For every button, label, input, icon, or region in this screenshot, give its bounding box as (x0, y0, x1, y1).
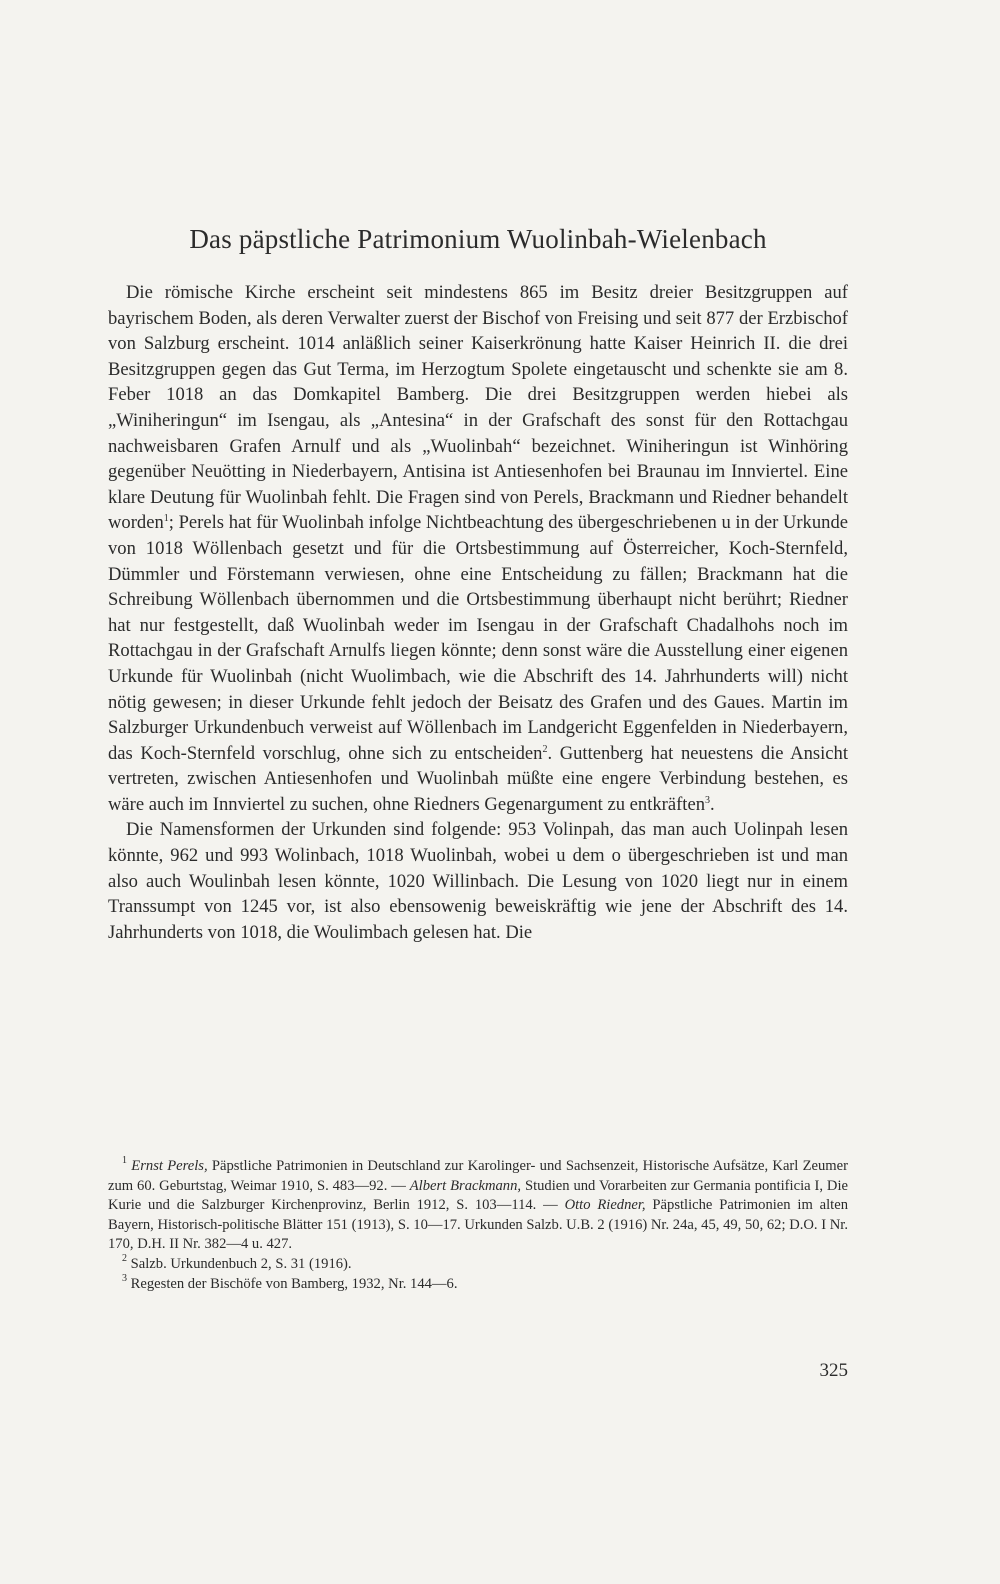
footnote-1-author-riedner: Otto Riedner, (564, 1197, 646, 1214)
article-title: Das päpstliche Patrimonium Wuolinbah-Wielenbach (189, 224, 767, 254)
footnote-2-text: Salzb. Urkundenbuch 2, S. 31 (1916). (130, 1255, 352, 1272)
footnote-1-text-1: Päpstliche Patrimonien in Deutschland zur Karolinger- und Sachsenzeit, Historische Aufsätze, Karl Zeumer zum 60. Geburtstag, Weimar 1910, S. 483—92. — (108, 1158, 848, 1194)
body-text (108, 280, 848, 945)
footnote-1-author-perels: Ernst Perels, (131, 1158, 208, 1174)
paragraph-1-text-2: ; Perels hat für Wuolinbah infolge Nichtbeachtung des übergeschriebenen u in der Urkunde von 1018 Wöllenbach gesetzt und für die Ortsbestimmung auf Österreicher, Koch-Sternfeld, Dümmler und Förstemann verwiesen, ohne eine Entscheidung zu fällen; Brackmann hat die Schreibung Wöllenbach übernommen und die Ortsbestimmung überhaupt nicht berührt; Riedner hat nur festgestellt, daß Wuolinbah weder im Isengau in der Grafschaft Chadalhohs noch im Rottachgau in der Grafschaft Arnulfs liegen könnte; denn sonst wäre die Ausstellung einer eigenen Urkunde für Wuolinbah (nicht Wuolimbach, wie die Abschrift des 14. Jahrhunderts will) nicht nötig gewesen; in dieser Urkunde fehlt jedoch der Beisatz des Grafen und des Gaues. Martin im Salzburger Urkundenbuch verweist auf Wöllenbach im Landgericht Eggenfelden in Niederbayern, das Koch-Sternfeld vorschlug, ohne sich zu entscheiden (108, 512, 848, 764)
footnotes (108, 1157, 848, 1294)
paragraph-1 (108, 280, 848, 817)
footnote-1-author-brackmann: Albert Brackmann, (409, 1177, 522, 1194)
footnote-ref-3[interactable]: 3 (705, 794, 711, 806)
paragraph-1-text-3: . Guttenberg hat neuestens die Ansicht vertreten, zwischen Antiesenhofen und Wuolinbah müßte eine engere Verbindung bestehen, es wäre auch im Innviertel zu suchen, ohne Riedners Gegenargument zu entkräften (108, 742, 848, 815)
footnote-3-text: Regesten der Bischöfe von Bamberg, 1932, Nr. 144—6. (130, 1275, 458, 1292)
footnote-1 (108, 1157, 848, 1255)
footnote-mark-1: 1 (122, 1155, 127, 1166)
footnote-1-text-3: Päpstliche Patrimonien im alten Bayern, Historisch-politische Blätter 151 (1913), S. 10—17. Urkunden Salzb. U.B. 2 (1916) Nr. 24a, 45, 49, 50, 62; D.O. I Nr. 170, D.H. II Nr. 382—4 u. 427. (108, 1197, 849, 1253)
footnote-3 (108, 1272, 848, 1295)
footnote-mark-3: 3 (122, 1272, 127, 1284)
footnote-ref-1[interactable]: 1 (163, 513, 169, 525)
paragraph-2: Die Namensformen der Urkunden sind folgende: 953 Volinpah, das man auch Uolinpah lesen könnte, 962 und 993 Wolinbach, 1018 Wuolinbah, wobei u dem o übergeschrieben ist und man also auch Woulinbah lesen könnte, 1020 Willinbach. Die Lesung von 1020 liegt nur in einem Transsumpt von 1245 vor, ist also ebensowenig beweiskräftig wie jene der Abschrift des 14. Jahrhunderts von 1018, die Woulimbach gelesen hat. Die (108, 819, 848, 943)
footnote-mark-2: 2 (122, 1252, 127, 1264)
paragraph-1-text: Die römische Kirche erscheint seit mindestens 865 im Besitz dreier Besitzgruppen auf bayrischem Boden, als deren Verwalter zuerst der Bischof von Freising und seit 877 der Erzbischof von Salzburg erscheint. 1014 anläßlich seiner Kaiserkrönung hatte Kaiser Heinrich II. die drei Besitzgruppen gegen das Gut Terma, im Herzogtum Spolete eingetauscht und schenkte sie am 8. Feber 1018 an das Domkapitel Bamberg. Die drei Besitzgruppen werden hiebei als „Winiheringun“ im Isengau, als „Antesina“ in der Grafschaft des sonst für den Rottachgau nachweisbaren Grafen Arnulf und als „Wuolinbah“ bezeichnet. Winiheringun ist Winhöring gegenüber Neuötting in Niederbayern, Antisina ist Antiesenhofen bei Braunau im Innviertel. Eine klare Deutung für Wuolinbah fehlt. Die Fragen sind von Perels, Brackmann und Riedner behandelt worden (108, 282, 848, 534)
footnote-1-text-2: Studien und Vorarbeiten zur Germania pontificia I, Die Kurie und die Salzburger Kirchenprovinz, Berlin 1912, S. 103—114. — (108, 1177, 848, 1214)
footnote-2 (108, 1252, 848, 1275)
page-number: 325 (819, 1360, 848, 1381)
footnote-ref-2[interactable]: 2 (542, 743, 548, 755)
paragraph-1-text-4: . (710, 793, 715, 815)
